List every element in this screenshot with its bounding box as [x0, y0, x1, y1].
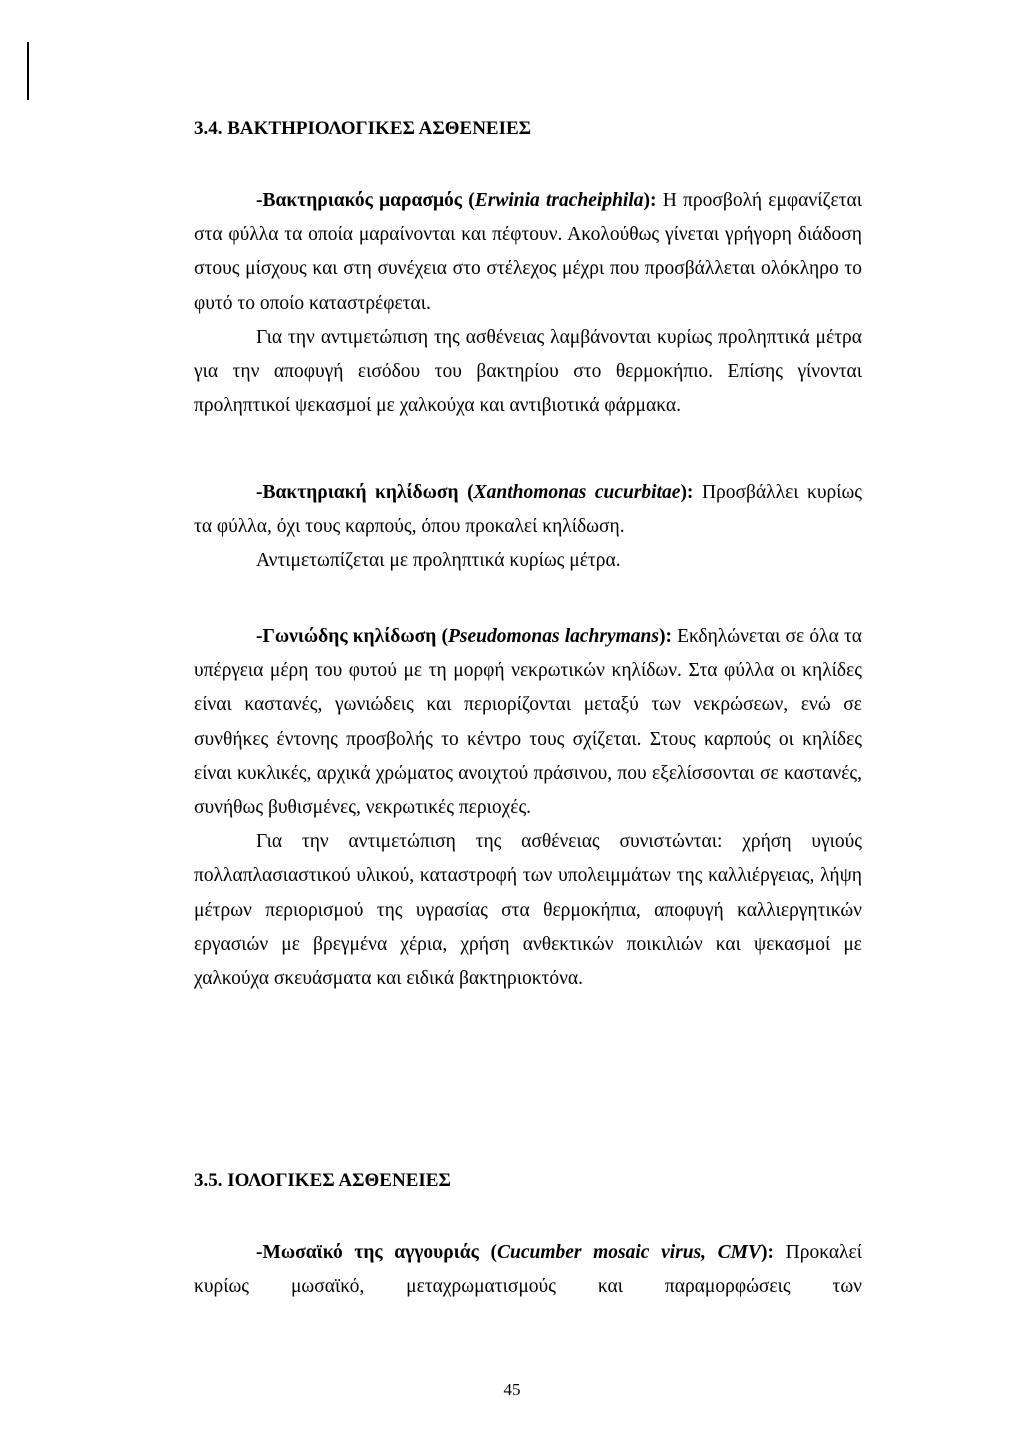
page-number: 45: [503, 1380, 521, 1399]
section-heading-3-4: 3.4. ΒΑΚΤΗΡΙΟΛΟΓΙΚΕΣ ΑΣΘΕΝΕΙΕΣ: [194, 118, 532, 139]
entry-bacterial-spot: [194, 476, 862, 579]
section-heading-3-5: 3.5. ΙΟΛΟΓΙΚΕΣ ΑΣΘΕΝΕΙΕΣ: [194, 1170, 451, 1191]
entry-paragraph: -Μωσαϊκό της αγγουριάς (Cucumber mosaic virus, CMV): Προκαλεί κυρίως μωσαϊκό, μεταχρωματισμούς και παραμορφώσεις των: [194, 1242, 862, 1298]
entry-bacterial-wilt: [194, 184, 862, 423]
entry-paragraph: Αντιμετωπίζεται με προληπτικά κυρίως μέτρα.: [256, 550, 621, 572]
margin-rule: [27, 42, 29, 100]
entry-angular-leaf-spot: [194, 620, 862, 996]
entry-paragraph: -Βακτηριακή κηλίδωση (Xanthomonas cucurbitae): Προσβάλλει κυρίως τα φύλλα, όχι τους καρπούς, όπου προκαλεί κηλίδωση.: [194, 482, 863, 538]
entry-paragraph: -Γωνιώδης κηλίδωση (Pseudomonas lachrymans): Εκδηλώνεται σε όλα τα υπέργεια μέρη του φυτού με τη μορφή νεκρωτικών κηλίδων. Στα φύλλα οι κηλίδες είναι καστανές, γωνιώδεις και περιορίζονται μεταξύ των νεκρώσεων, ενώ σε συνθήκες έντονης προσβολής το κέντρο τους σχίζεται. Στους καρπούς οι κηλίδες είναι κυκλικές, αρχικά χρώματος ανοιχτού πράσινου, που εξελίσσονται σε καστανές, συνήθως βυθισμένες, νεκρωτικές περιοχές.: [194, 626, 862, 819]
entry-paragraph: Για την αντιμετώπιση της ασθένειας λαμβάνονται κυρίως προληπτικά μέτρα για την αποφυγή εισόδου του βακτηρίου στο θερμοκήπιο. Επίσης γίνονται προληπτικοί ψεκασμοί με χαλκούχα και αντιβιοτικά φάρμακα.: [194, 326, 862, 417]
entry-cucumber-mosaic: [194, 1236, 862, 1304]
entry-paragraph: -Βακτηριακός μαρασμός (Erwinia tracheiphila): Η προσβολή εμφανίζεται στα φύλλα τα οποία μαραίνονται και πέφτουν. Ακολούθως γίνεται γρήγορη διάδοση στους μίσχους και στη συνέχεια στο στέλεχος μέχρι που προσβάλλεται ολόκληρο το φυτό το οποίο καταστρέφεται.: [194, 190, 863, 314]
entry-paragraph: Για την αντιμετώπιση της ασθένειας συνιστώνται: χρήση υγιούς πολλαπλασιαστικού υλικού, καταστροφή των υπολειμμάτων της καλλιέργειας, λήψη μέτρων περιορισμού της υγρασίας στα θερμοκήπια, αποφυγή καλλιεργητικών εργασιών με βρεγμένα χέρια, χρήση ανθεκτικών ποικιλιών και ψεκασμοί με χαλκούχα σκευάσματα και ειδικά βακτηριοκτόνα.: [194, 831, 862, 990]
